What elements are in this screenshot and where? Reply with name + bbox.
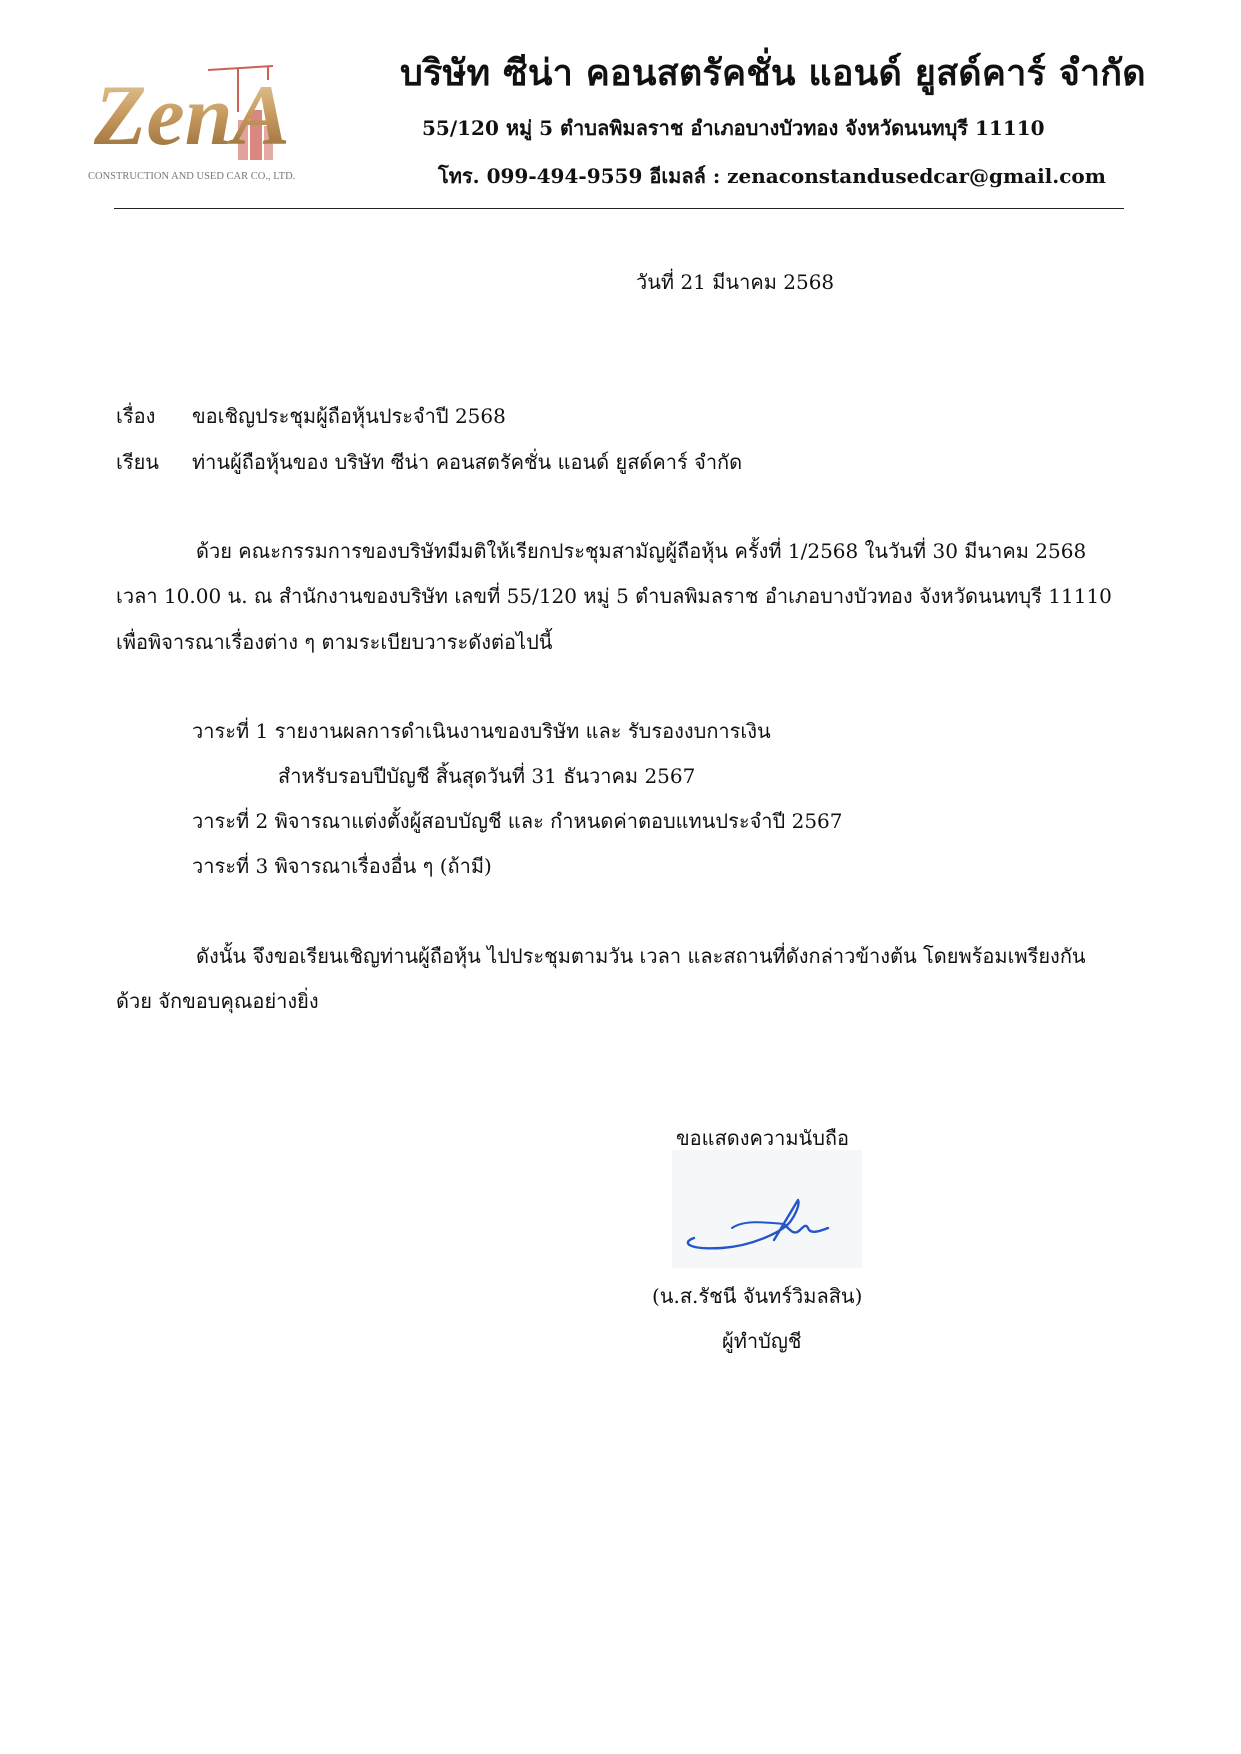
header-divider xyxy=(114,208,1124,209)
agenda-item-2: วาระที่ 2 พิจารณาแต่งตั้งผู้สอบบัญชี และ กำหนดค่าตอบแทนประจำปี 2567 xyxy=(192,809,843,833)
letter-date: วันที่ 21 มีนาคม 2568 xyxy=(636,270,835,294)
paragraph-line: เพื่อพิจารณาเรื่องต่าง ๆ ตามระเบียบวาระดังต่อไปนี้ xyxy=(116,630,553,654)
paragraph-line: ด้วย คณะกรรมการของบริษัทมีมติให้เรียกประชุมสามัญผู้ถือหุ้น ครั้งที่ 1/2568 ในวันที่ 30 มีนาคม 2568 xyxy=(196,539,1087,563)
subject-label: เรื่อง xyxy=(116,404,156,428)
recipient-label: เรียน xyxy=(116,450,159,474)
signer-title: ผู้ทำบัญชี xyxy=(722,1329,802,1353)
company-name: บริษัท ซีน่า คอนสตรัคชั่น แอนด์ ยูสด์คาร์ จำกัด xyxy=(400,52,1146,94)
paragraph-line: ด้วย จักขอบคุณอย่างยิ่ง xyxy=(116,989,319,1013)
closing-salutation: ขอแสดงความนับถือ xyxy=(676,1126,850,1150)
company-logo xyxy=(88,52,328,184)
agenda-item-1-continued: สำหรับรอบปีบัญชี สิ้นสุดวันที่ 31 ธันวาคม 2567 xyxy=(278,764,696,788)
company-address: 55/120 หมู่ 5 ตำบลพิมลราช อำเภอบางบัวทอง จังหวัดนนทบุรี 11110 xyxy=(422,116,1045,140)
agenda-item-1: วาระที่ 1 รายงานผลการดำเนินงานของบริษัท และ รับรองงบการเงิน xyxy=(192,719,771,743)
subject-text: ขอเชิญประชุมผู้ถือหุ้นประจำปี 2568 xyxy=(192,404,506,428)
paragraph-line: ดังนั้น จึงขอเรียนเชิญท่านผู้ถือหุ้น ไปประชุมตามวัน เวลา และสถานที่ดังกล่าวข้างต้น โดยพร้อมเพรียงกัน xyxy=(196,944,1086,968)
signer-name: (น.ส.รัชนี จันทร์วิมลสิน) xyxy=(652,1284,863,1308)
agenda-item-3: วาระที่ 3 พิจารณาเรื่องอื่น ๆ (ถ้ามี) xyxy=(192,854,492,878)
logo-wordmark: ZenA xyxy=(94,67,290,163)
handwritten-signature xyxy=(672,1150,862,1268)
recipient-text: ท่านผู้ถือหุ้นของ บริษัท ซีน่า คอนสตรัคชั่น แอนด์ ยูสด์คาร์ จำกัด xyxy=(192,450,743,474)
company-contact: โทร. 099-494-9559 อีเมลล์ : zenaconstandusedcar@gmail.com xyxy=(438,164,1106,188)
logo-caption: CONSTRUCTION AND USED CAR CO., LTD. xyxy=(88,171,296,182)
paragraph-line: เวลา 10.00 น. ณ สำนักงานของบริษัท เลขที่ 55/120 หมู่ 5 ตำบลพิมลราช อำเภอบางบัวทอง จังหวัดนนทบุรี 11110 xyxy=(116,584,1112,608)
